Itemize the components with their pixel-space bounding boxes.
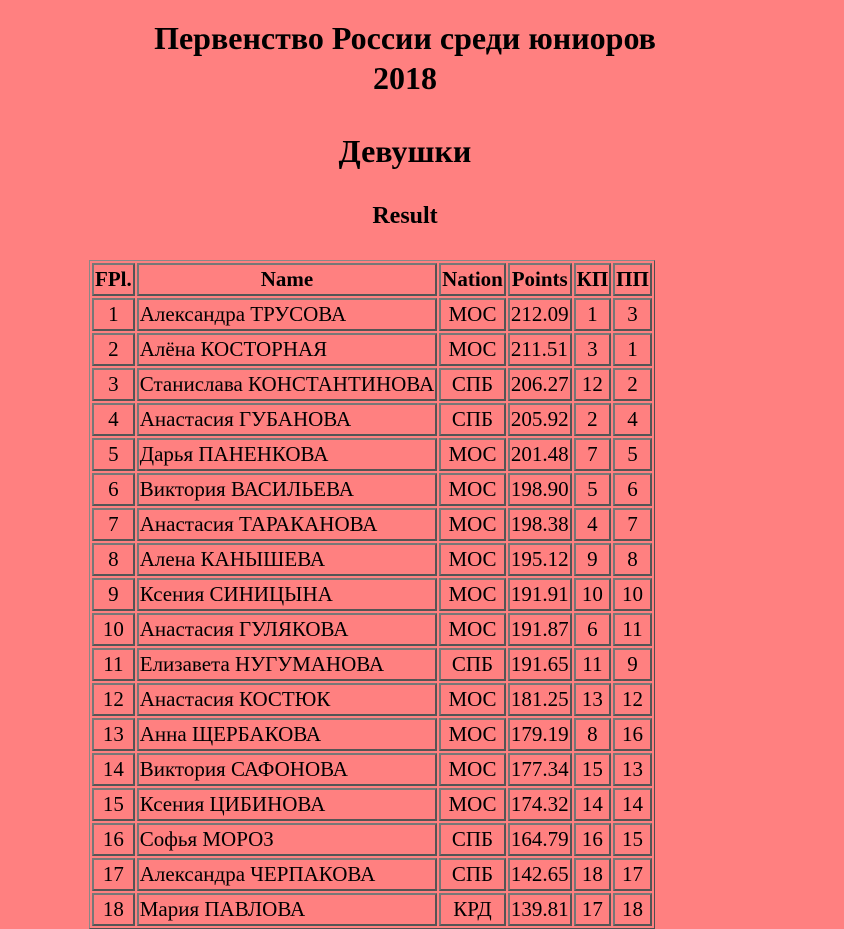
table-row (92, 718, 652, 751)
cell-short-program: 1 (574, 298, 612, 331)
cell-free-skating: 7 (613, 508, 652, 541)
header-row (92, 263, 652, 296)
cell-place: 2 (92, 333, 135, 366)
cell-nation: МОС (439, 718, 506, 751)
col-header-short-program: КП (574, 263, 612, 296)
cell-place: 6 (92, 473, 135, 506)
cell-points: 211.51 (508, 333, 572, 366)
cell-nation: СПБ (439, 858, 506, 891)
table-row (92, 893, 652, 926)
cell-free-skating: 8 (613, 543, 652, 576)
cell-free-skating: 11 (613, 613, 652, 646)
cell-points: 191.91 (508, 578, 572, 611)
cell-points: 174.32 (508, 788, 572, 821)
cell-place: 3 (92, 368, 135, 401)
cell-points: 198.38 (508, 508, 572, 541)
cell-free-skating: 14 (613, 788, 652, 821)
table-row (92, 648, 652, 681)
cell-short-program: 10 (574, 578, 612, 611)
title-line-2: 2018 (373, 60, 437, 96)
cell-points: 205.92 (508, 403, 572, 436)
cell-short-program: 5 (574, 473, 612, 506)
cell-free-skating: 3 (613, 298, 652, 331)
cell-nation: МОС (439, 788, 506, 821)
cell-points: 181.25 (508, 683, 572, 716)
cell-name: Дарья ПАНЕНКОВА (137, 438, 437, 471)
cell-nation: МОС (439, 613, 506, 646)
cell-place: 17 (92, 858, 135, 891)
cell-nation: СПБ (439, 368, 506, 401)
title-line-1: Первенство России среди юниоров (154, 20, 656, 56)
cell-free-skating: 16 (613, 718, 652, 751)
cell-short-program: 9 (574, 543, 612, 576)
table-row (92, 473, 652, 506)
cell-name: Софья МОРОЗ (137, 823, 437, 856)
table-row (92, 788, 652, 821)
cell-place: 4 (92, 403, 135, 436)
cell-free-skating: 2 (613, 368, 652, 401)
cell-nation: МОС (439, 543, 506, 576)
cell-points: 139.81 (508, 893, 572, 926)
col-header-nation: Nation (439, 263, 506, 296)
cell-nation: МОС (439, 298, 506, 331)
cell-name: Ксения ЦИБИНОВА (137, 788, 437, 821)
cell-points: 177.34 (508, 753, 572, 786)
table-row (92, 438, 652, 471)
cell-name: Анастасия ГУЛЯКОВА (137, 613, 437, 646)
table-row (92, 333, 652, 366)
cell-nation: МОС (439, 508, 506, 541)
cell-free-skating: 15 (613, 823, 652, 856)
cell-short-program: 17 (574, 893, 612, 926)
col-header-points: Points (508, 263, 572, 296)
cell-nation: КРД (439, 893, 506, 926)
table-row (92, 858, 652, 891)
cell-points: 212.09 (508, 298, 572, 331)
section-heading: Result (372, 203, 438, 229)
table-row (92, 368, 652, 401)
cell-nation: МОС (439, 578, 506, 611)
table-row (92, 683, 652, 716)
cell-place: 5 (92, 438, 135, 471)
cell-nation: МОС (439, 473, 506, 506)
cell-points: 201.48 (508, 438, 572, 471)
cell-free-skating: 6 (613, 473, 652, 506)
cell-free-skating: 18 (613, 893, 652, 926)
cell-points: 179.19 (508, 718, 572, 751)
cell-short-program: 3 (574, 333, 612, 366)
cell-short-program: 13 (574, 683, 612, 716)
cell-place: 18 (92, 893, 135, 926)
page-title (0, 18, 810, 98)
cell-nation: СПБ (439, 403, 506, 436)
cell-place: 1 (92, 298, 135, 331)
col-header-place: FPl. (92, 263, 135, 296)
cell-name: Александра ТРУСОВА (137, 298, 437, 331)
cell-place: 10 (92, 613, 135, 646)
cell-free-skating: 17 (613, 858, 652, 891)
cell-name: Виктория ВАСИЛЬЕВА (137, 473, 437, 506)
cell-place: 12 (92, 683, 135, 716)
results-table (89, 260, 655, 929)
cell-points: 191.65 (508, 648, 572, 681)
table-row (92, 403, 652, 436)
cell-short-program: 15 (574, 753, 612, 786)
table-row (92, 753, 652, 786)
table-row (92, 578, 652, 611)
cell-name: Анна ЩЕРБАКОВА (137, 718, 437, 751)
cell-short-program: 7 (574, 438, 612, 471)
cell-nation: МОС (439, 753, 506, 786)
cell-place: 14 (92, 753, 135, 786)
cell-place: 9 (92, 578, 135, 611)
cell-free-skating: 13 (613, 753, 652, 786)
cell-place: 13 (92, 718, 135, 751)
cell-nation: МОС (439, 333, 506, 366)
cell-name: Ксения СИНИЦЫНА (137, 578, 437, 611)
cell-free-skating: 10 (613, 578, 652, 611)
cell-name: Анастасия ТАРАКАНОВА (137, 508, 437, 541)
cell-free-skating: 5 (613, 438, 652, 471)
cell-place: 7 (92, 508, 135, 541)
cell-place: 11 (92, 648, 135, 681)
table-row (92, 613, 652, 646)
cell-free-skating: 4 (613, 403, 652, 436)
cell-short-program: 18 (574, 858, 612, 891)
table-row (92, 543, 652, 576)
col-header-free-skating: ПП (613, 263, 652, 296)
cell-points: 191.87 (508, 613, 572, 646)
cell-free-skating: 12 (613, 683, 652, 716)
cell-short-program: 16 (574, 823, 612, 856)
cell-short-program: 2 (574, 403, 612, 436)
cell-points: 164.79 (508, 823, 572, 856)
cell-points: 195.12 (508, 543, 572, 576)
cell-short-program: 6 (574, 613, 612, 646)
cell-short-program: 12 (574, 368, 612, 401)
table-row (92, 298, 652, 331)
cell-name: Елизавета НУГУМАНОВА (137, 648, 437, 681)
cell-short-program: 4 (574, 508, 612, 541)
cell-short-program: 11 (574, 648, 612, 681)
cell-points: 142.65 (508, 858, 572, 891)
cell-short-program: 14 (574, 788, 612, 821)
table-row (92, 823, 652, 856)
cell-place: 8 (92, 543, 135, 576)
cell-name: Мария ПАВЛОВА (137, 893, 437, 926)
cell-name: Виктория САФОНОВА (137, 753, 437, 786)
cell-nation: МОС (439, 438, 506, 471)
cell-place: 15 (92, 788, 135, 821)
cell-free-skating: 1 (613, 333, 652, 366)
cell-name: Станислава КОНСТАНТИНОВА (137, 368, 437, 401)
cell-free-skating: 9 (613, 648, 652, 681)
cell-nation: СПБ (439, 823, 506, 856)
cell-nation: МОС (439, 683, 506, 716)
cell-points: 198.90 (508, 473, 572, 506)
col-header-name: Name (137, 263, 437, 296)
cell-name: Алёна КОСТОРНАЯ (137, 333, 437, 366)
cell-short-program: 8 (574, 718, 612, 751)
cell-name: Анастасия КОСТЮК (137, 683, 437, 716)
cell-name: Анастасия ГУБАНОВА (137, 403, 437, 436)
category-heading: Девушки (338, 133, 472, 169)
cell-nation: СПБ (439, 648, 506, 681)
cell-points: 206.27 (508, 368, 572, 401)
cell-place: 16 (92, 823, 135, 856)
cell-name: Алена КАНЫШЕВА (137, 543, 437, 576)
cell-name: Александра ЧЕРПАКОВА (137, 858, 437, 891)
table-row (92, 508, 652, 541)
